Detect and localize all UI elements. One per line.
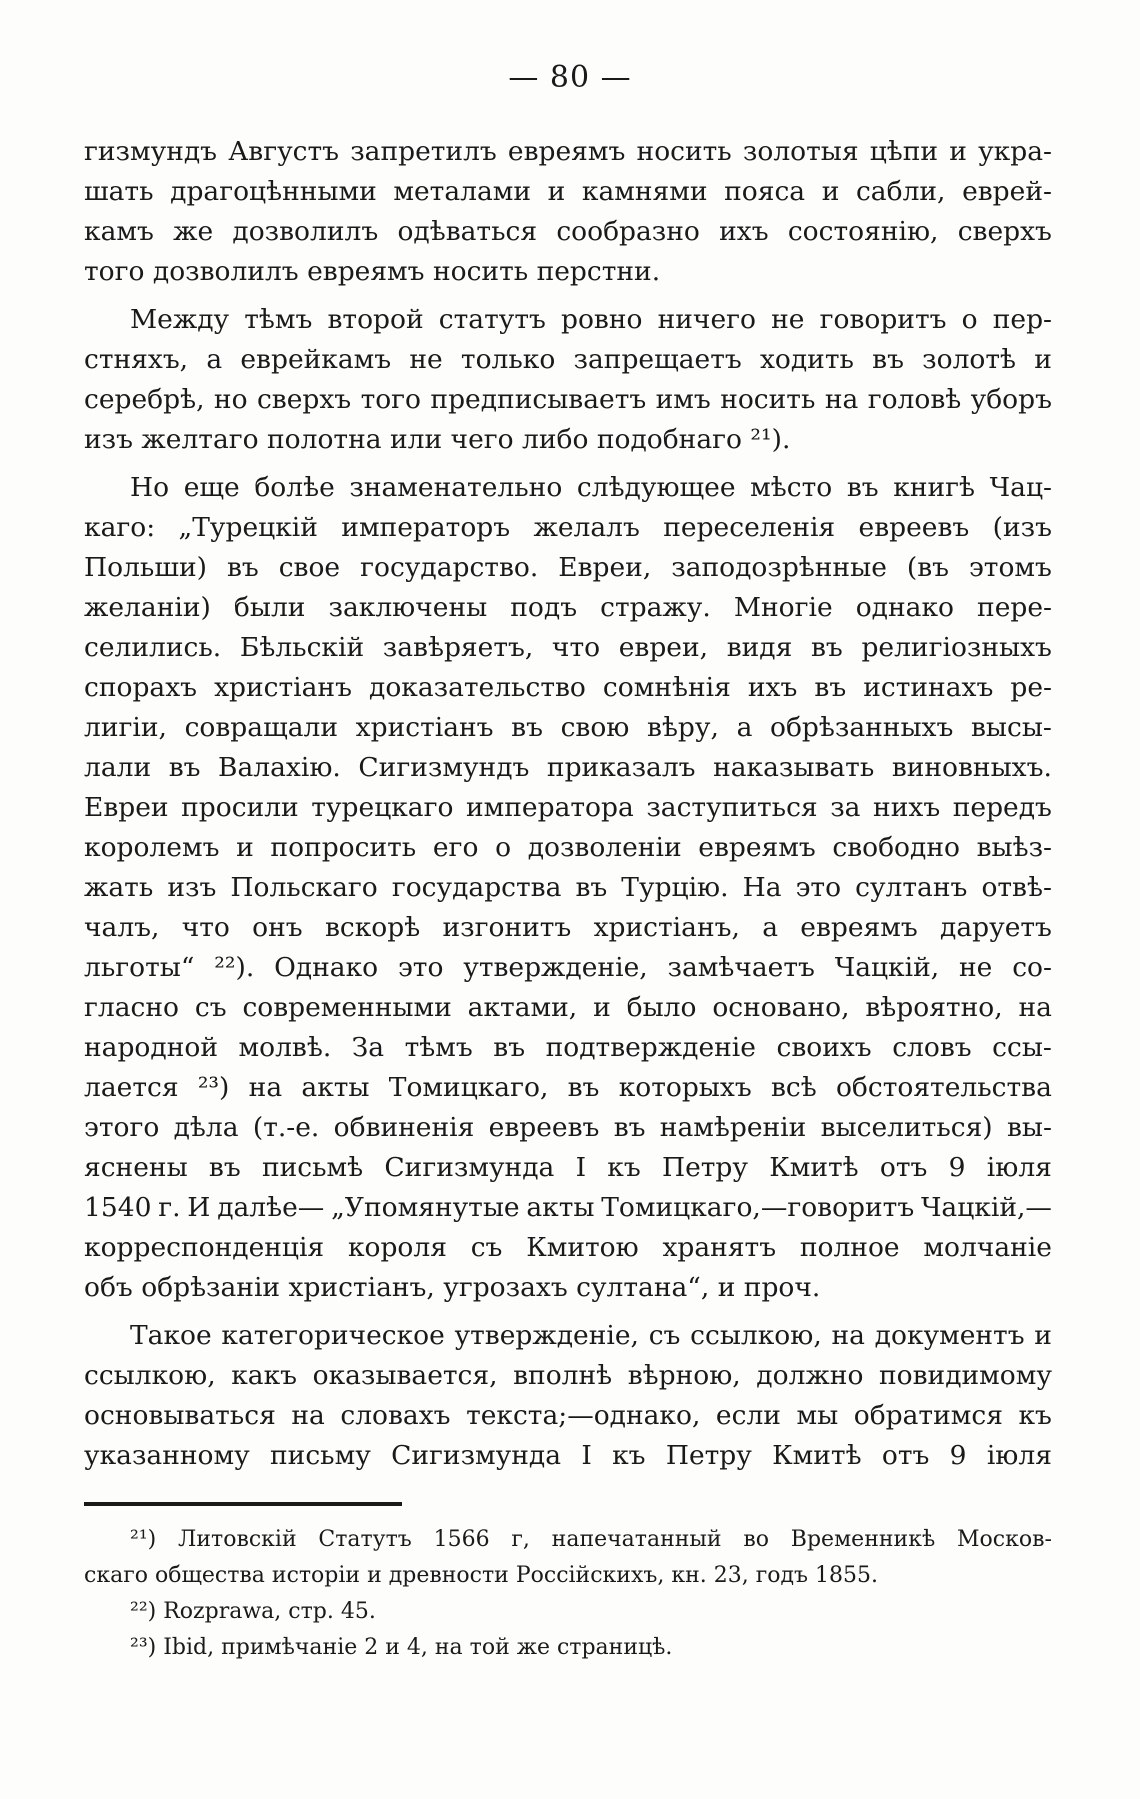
text-line: серебрѣ, но сверхъ того предписываетъ имъ носить на головѣ уборъ [84, 384, 1052, 415]
text-line: льготы“ ²²). Однако это утвержденіе, замѣчаетъ Чацкій, не со- [84, 952, 1052, 983]
text-line: народной молвѣ. За тѣмъ въ подтвержденіе своихъ словъ ссы- [84, 1032, 1052, 1063]
text-line: лигіи, совращали христіанъ въ свою вѣру, а обрѣзанныхъ высы- [84, 712, 1052, 743]
text-line: стняхъ, а еврейкамъ не только запрещаетъ ходить въ золотѣ и [84, 344, 1052, 375]
text-line: чалъ, что онъ вскорѣ изгонитъ христіанъ, а евреямъ даруетъ [84, 912, 1052, 943]
text-line: жать изъ Польскаго государства въ Турцію. На это султанъ отвѣ- [84, 872, 1052, 903]
footnote-separator [84, 1502, 402, 1506]
text-line: корреспонденція короля съ Кмитою хранятъ полное молчаніе [84, 1232, 1052, 1263]
text-line: лается ²³) на акты Томицкаго, въ которыхъ всѣ обстоятельства [84, 1072, 1052, 1103]
text-line: лали въ Валахію. Сигизмундъ приказалъ наказывать виновныхъ. [84, 752, 1052, 783]
text-line: гласно съ современными актами, и было основано, вѣроятно, на [84, 992, 1052, 1023]
text-line: королемъ и попросить его о дозволеніи евреямъ свободно выѣз- [84, 832, 1052, 863]
text-line: спорахъ христіанъ доказательство сомнѣнія ихъ въ истинахъ ре- [84, 672, 1052, 703]
text-line: изъ желтаго полотна или чего либо подобнаго ²¹). [84, 424, 791, 455]
text-line: желаніи) были заключены подъ стражу. Многіе однако пере- [84, 592, 1052, 623]
text-line: шать драгоцѣнными металами и камнями пояса и сабли, еврей- [84, 176, 1052, 207]
text-line: гизмундъ Августъ запретилъ евреямъ носить золотыя цѣпи и укра- [84, 136, 1052, 167]
text-line: Польши) въ свое государство. Евреи, заподозрѣнные (въ этомъ [84, 552, 1052, 583]
text-line: камъ же дозволилъ одѣваться сообразно ихъ состоянію, сверхъ [84, 216, 1052, 247]
text-line: Такое категорическое утвержденіе, съ ссылкою, на документъ и [130, 1320, 1052, 1351]
footnote-line: ²²) Rozprawa, стр. 45. [130, 1599, 376, 1624]
footnotes [84, 1522, 1052, 1666]
text-line: Евреи просили турецкаго императора заступиться за нихъ передъ [84, 792, 1052, 823]
text-line: 1540 г. И далѣе— „Упомянутые акты Томицкаго,—говоритъ Чацкій,— [84, 1192, 1052, 1223]
footnote-line: ²¹) Литовскій Статутъ 1566 г, напечатанный во Временникѣ Москов- [130, 1527, 1052, 1552]
text-line: этого дѣла (т.-е. обвиненія евреевъ въ намѣреніи выселиться) вы- [84, 1112, 1052, 1143]
text-line: указанному письму Сигизмунда I къ Петру Кмитѣ отъ 9 іюля [84, 1440, 1052, 1471]
text-line: каго: „Турецкій императоръ желалъ переселенія евреевъ (изъ [84, 512, 1052, 543]
main-text [84, 132, 1052, 1476]
text-line: ссылкою, какъ оказывается, вполнѣ вѣрною, должно повидимому [84, 1360, 1052, 1391]
text-line: объ обрѣзаніи христіанъ, угрозахъ султана“, и проч. [84, 1272, 821, 1303]
text-line: яснены въ письмѣ Сигизмунда I къ Петру Кмитѣ отъ 9 іюля [84, 1152, 1052, 1183]
text-line: Между тѣмъ второй статутъ ровно ничего не говоритъ о пер- [130, 304, 1052, 335]
text-line: того дозволилъ евреямъ носить перстни. [84, 256, 661, 287]
text-line: селились. Бѣльскій завѣряетъ, что евреи, видя въ религіозныхъ [84, 632, 1052, 663]
footnote-line: скаго общества исторіи и древности Россійскихъ, кн. 23, годъ 1855. [84, 1563, 879, 1588]
text-line: основываться на словахъ текста;—однако, если мы обратимся къ [84, 1400, 1052, 1431]
page-number: — 80 — [508, 60, 632, 95]
text-line: Но еще болѣе знаменательно слѣдующее мѣсто въ книгѣ Чац- [130, 472, 1052, 503]
footnote-line: ²³) Ibid, примѣчаніе 2 и 4, на той же страницѣ. [130, 1635, 673, 1660]
